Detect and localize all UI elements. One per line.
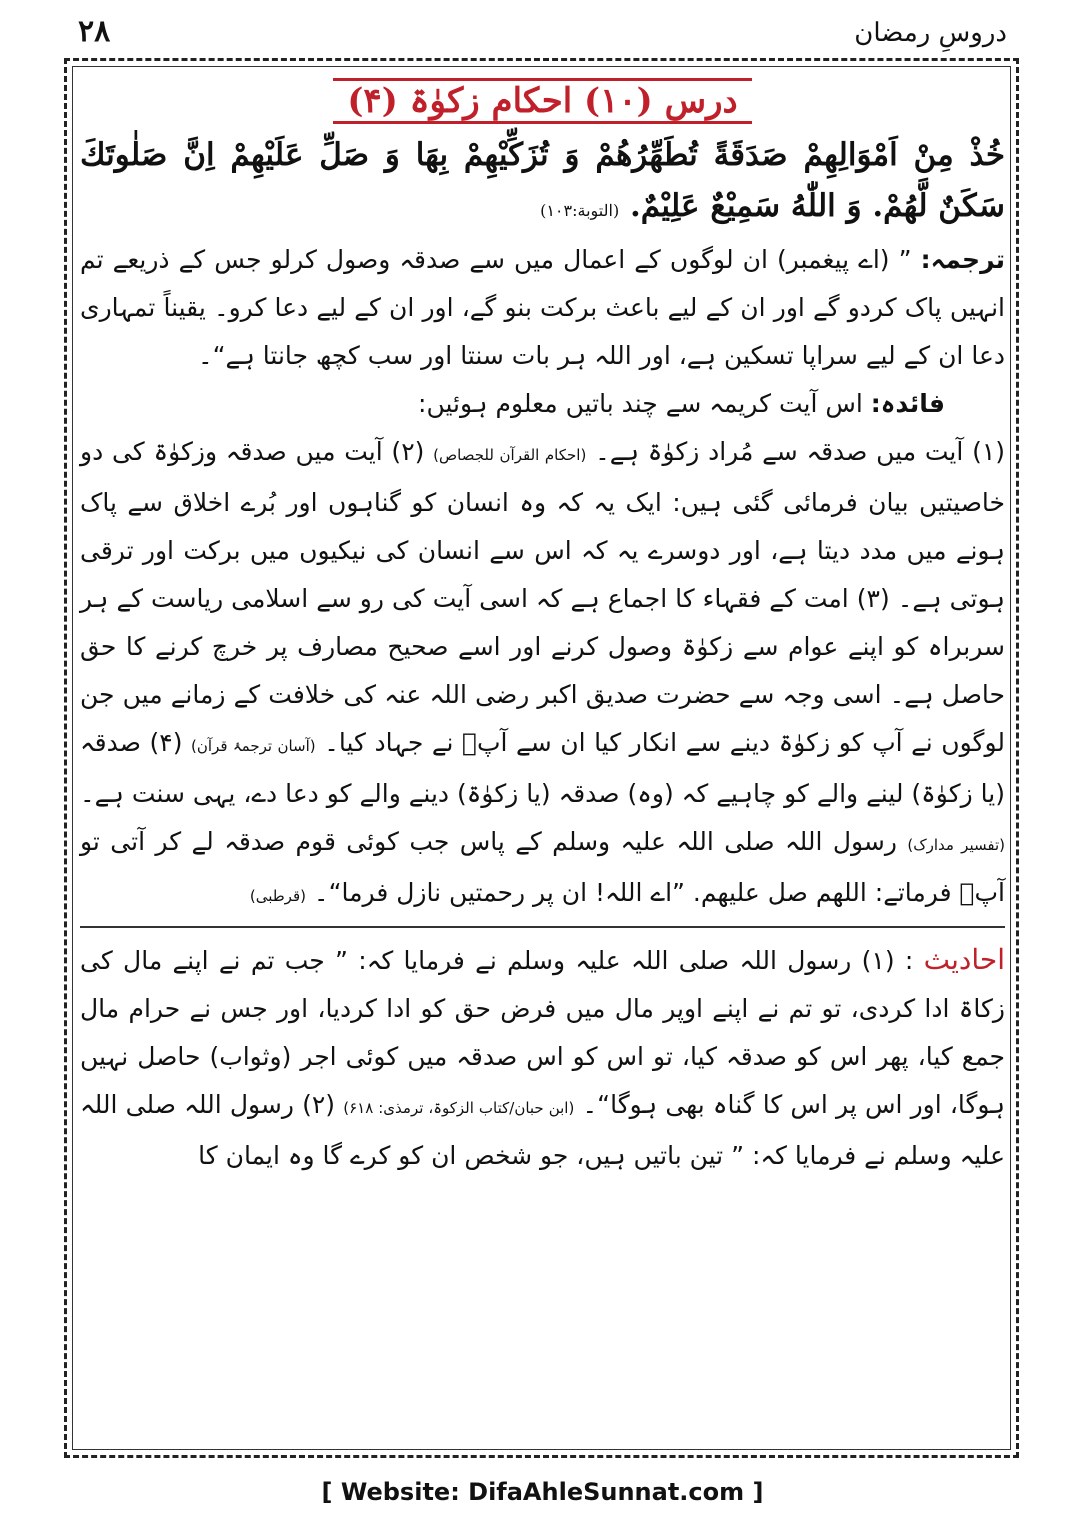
- page-content: [80, 76, 1005, 1446]
- benefit-2-3: (۲) آیت میں صدقہ وزکوٰۃ کی دو خاصیتیں بیان فرمائی گئی ہیں: ایک یہ کہ وہ انسان کو گناہوں اور بُرے اخلاق سے پاک ہونے میں مدد دیتا ہے، اور دوسرے یہ کہ اس سے انسان کی نیکیوں میں برکت اور ترقی ہوتی ہے۔ (۳) امت کے فقہاء کا اجماع ہے کہ اسی آیت کی رو سے اسلامی ریاست کے ہر سربراہ کو اپنے عوام سے زکوٰۃ وصول کرنے اور اسے صحیح مصارف پر خرچ کرنے کا حق حاصل ہے۔ اسی وجہ سے حضرت صدیق اکبر رضی اللہ عنہ کی خلافت کے زمانے میں جن لوگوں نے آپ کو زکوٰۃ دینے سے انکار کیا ان سے آپؓ نے جہاد کیا۔: [80, 437, 1006, 757]
- translation-paragraph: [80, 236, 1005, 380]
- benefits-intro: [80, 380, 1005, 428]
- benefits-label: فائدہ:: [870, 389, 945, 418]
- verse-reference: (التوبة:۱۰۳): [540, 201, 620, 220]
- translation-text: ” (اے پیغمبر) ان لوگوں کے اعمال میں سے صدقہ وصول کرلو جس کے ذریعے تم انہیں پاک کردو گے اور ان کے لیے باعث برکت بنو گے، اور ان کے لیے دعا کرو۔ یقیناً تمہاری دعا ان کے لیے سراپا تسکین ہے، اور اللہ ہر بات سنتا اور سب کچھ جانتا ہے“۔: [80, 245, 1005, 370]
- benefit-4b-citation: (قرطبی): [249, 887, 306, 905]
- benefit-4: (۴) صدقہ (یا زکوٰۃ) لینے والے کو چاہیے کہ (وہ) صدقہ (یا زکوٰۃ) دینے والے کو دعا دے، یہی سنت ہے۔: [80, 728, 1005, 808]
- hadith-2: (۲) رسول اللہ صلی اللہ علیہ وسلم نے فرمایا کہ: ” تین باتیں ہیں، جو شخص ان کو کرے گا وہ ایمان کا: [80, 1090, 1005, 1170]
- benefits-body: [80, 428, 1005, 920]
- quran-verse-line-2: [80, 181, 1005, 236]
- benefit-1-citation: (احکام القرآن للجصاص): [433, 446, 587, 464]
- page-number: ۲۸: [78, 14, 111, 49]
- website-footer: [ Website: DifaAhleSunnat.com ]: [321, 1478, 764, 1506]
- benefit-1: (۱) آیت میں صدقہ سے مُراد زکوٰۃ ہے۔: [595, 437, 1006, 466]
- benefit-4-citation: (تفسیر مدارک): [907, 836, 1005, 854]
- running-header: دروسِ رمضان: [854, 18, 1007, 48]
- lesson-title-text: درس (۱۰) احکام زکوٰۃ (۴): [333, 78, 751, 124]
- benefits-intro-text: اس آیت کریمہ سے چند باتیں معلوم ہوئیں:: [418, 389, 863, 418]
- translation-label: ترجمہ:: [920, 245, 1006, 274]
- hadith-section: [80, 936, 1005, 1180]
- benefit-3-citation: (آسان ترجمۂ قرآن): [191, 737, 316, 755]
- benefit-4-continued: رسول اللہ صلی اللہ علیہ وسلم کے پاس جب کوئی قوم صدقہ لے کر آتی تو آپؐ فرماتے: اللھم صل علیھم. ”اے اللہ! ان پر رحمتیں نازل فرما“۔: [80, 827, 1005, 907]
- hadith-1-citation: (ابن حبان/کتاب الزکوۃ، ترمذی: ۶۱۸): [343, 1099, 575, 1117]
- lesson-title: [80, 80, 1005, 121]
- section-divider: [80, 926, 1005, 928]
- quran-verse-line-1: خُذْ مِنْ اَمْوَالِهِمْ صَدَقَةً تُطَهِّرُهُمْ وَ تُزَكِّيْهِمْ بِهَا وَ صَلِّ عَلَيْهِمْ اِنَّ صَلٰوتَكَ: [80, 137, 1005, 173]
- hadith-heading: احادیث: [923, 943, 1006, 976]
- quran-verse-line-2-text: سَكَنٌ لَّهُمْ. وَ اللّٰهُ سَمِيْعٌ عَلِيْمٌ.: [629, 188, 1005, 224]
- hadith-1: : (۱) رسول اللہ صلی اللہ علیہ وسلم نے فرمایا کہ: ” جب تم نے اپنے مال کی زکاۃ ادا کردی، تو تم نے اپنے اوپر مال میں فرض حق کو ادا کردیا، اور جس نے حرام مال جمع کیا، پھر اس کو صدقہ کیا، تو اس کو اس صدقہ میں کوئی اجر (وثواب) حاصل نہیں ہوگا، اور اس پر اس کا گناہ بھی ہوگا“۔: [80, 946, 1005, 1119]
